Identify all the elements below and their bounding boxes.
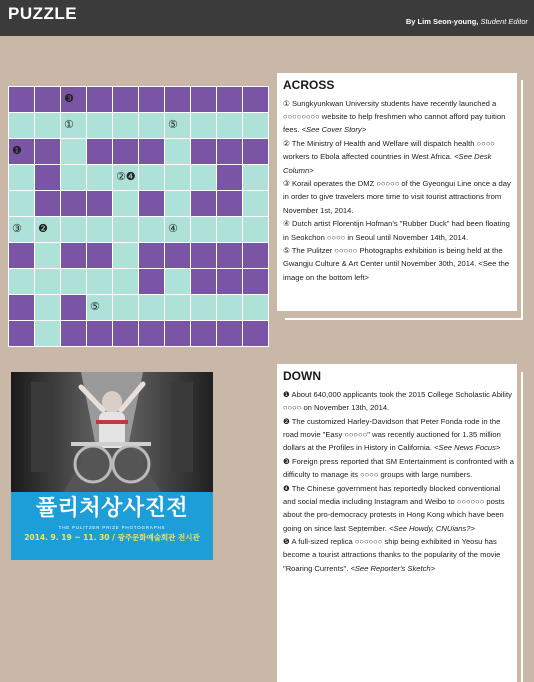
grid-cell-white xyxy=(243,113,268,138)
grid-cell-black xyxy=(139,191,164,216)
grid-cell-white xyxy=(113,243,138,268)
grid-cell-white xyxy=(165,191,190,216)
grid-cell-white xyxy=(61,139,86,164)
grid-cell-black xyxy=(139,139,164,164)
grid-cell-black xyxy=(243,87,268,112)
clue-number: ⑤ xyxy=(168,118,178,131)
grid-cell-black xyxy=(217,243,242,268)
clue-reference: <See Desk Column> xyxy=(283,152,492,175)
across-clue xyxy=(283,217,515,243)
clue-reference: <See News Focus> xyxy=(434,443,501,453)
clue-number: ③ xyxy=(12,222,22,235)
grid-cell-black xyxy=(191,321,216,346)
grid-cell-white xyxy=(165,269,190,294)
grid-cell-black xyxy=(87,139,112,164)
grid-cell-white xyxy=(61,269,86,294)
grid-cell-white xyxy=(243,217,268,242)
grid-cell-white xyxy=(217,217,242,242)
section-title: PUZZLE xyxy=(8,4,78,23)
grid-cell-black xyxy=(61,243,86,268)
grid-cell-white xyxy=(165,113,190,138)
clue-text: Dutch artist Florentijn Hofman's "Rubber Duck" had been floating in Seokchon ○○○○ in Seoul until November 14th, 2014. xyxy=(283,219,510,242)
grid-cell-white xyxy=(113,113,138,138)
grid-cell-black xyxy=(191,243,216,268)
grid-cell-black xyxy=(35,165,60,190)
down-clue xyxy=(283,535,515,575)
clue-number: ④ xyxy=(168,222,178,235)
poster-subtitle: THE PULITZER PRIZE PHOTOGRAPHS xyxy=(58,525,166,530)
clue-reference: <See Reporter's Sketch> xyxy=(350,563,436,573)
grid-cell-white xyxy=(35,321,60,346)
down-clue xyxy=(283,415,515,455)
grid-cell-white xyxy=(87,295,112,320)
grid-cell-white xyxy=(139,295,164,320)
clue-number: ②❹ xyxy=(116,170,136,183)
clue-marker: ❺ xyxy=(283,537,290,547)
grid-cell-white xyxy=(61,165,86,190)
clue-reference: <See Howdy, CNUians?> xyxy=(388,523,475,533)
grid-cell-white xyxy=(35,113,60,138)
grid-cell-white xyxy=(87,217,112,242)
grid-cell-black xyxy=(35,139,60,164)
down-clue xyxy=(283,482,515,535)
down-clue-list xyxy=(283,388,515,575)
clue-marker: ① xyxy=(283,99,290,108)
grid-cell-black xyxy=(139,269,164,294)
down-clue xyxy=(283,455,515,481)
clue-number: ⑤ xyxy=(90,300,100,313)
grid-cell-white xyxy=(165,139,190,164)
grid-cell-white xyxy=(9,191,34,216)
grid-cell-black xyxy=(61,295,86,320)
grid-cell-black xyxy=(9,243,34,268)
clue-number: ① xyxy=(64,118,74,131)
crossword-grid xyxy=(8,86,269,347)
grid-cell-black xyxy=(87,321,112,346)
grid-cell-black xyxy=(139,87,164,112)
clue-marker: ④ xyxy=(283,219,290,229)
grid-cell-black xyxy=(191,139,216,164)
grid-cell-black xyxy=(165,87,190,112)
byline-name: By Lim Seon-young, xyxy=(405,17,481,26)
grid-cell-black xyxy=(165,321,190,346)
grid-cell-white xyxy=(243,295,268,320)
across-clue xyxy=(283,97,515,137)
grid-cell-white xyxy=(139,217,164,242)
exhibition-poster xyxy=(11,372,213,560)
panel-corner-line xyxy=(285,318,523,320)
clue-number: ❷ xyxy=(38,222,48,235)
grid-cell-white xyxy=(113,295,138,320)
clue-marker: ❶ xyxy=(283,390,290,399)
clue-marker: ③ xyxy=(283,179,290,189)
grid-cell-white xyxy=(217,113,242,138)
grid-cell-black xyxy=(217,191,242,216)
panel-corner-line xyxy=(521,372,523,682)
clue-text: The Ministry of Health and Welfare will dispatch health ○○○○ workers to Ebola affected countries in West Africa. xyxy=(283,139,495,162)
grid-cell-black xyxy=(191,269,216,294)
grid-cell-white xyxy=(35,243,60,268)
grid-cell-black xyxy=(113,139,138,164)
clue-number: ❸ xyxy=(64,92,74,105)
across-clue-list xyxy=(283,97,515,284)
across-clue xyxy=(283,137,515,177)
grid-cell-white xyxy=(87,269,112,294)
clue-text: Sungkyunkwan University students have recently launched a ○○○○○○○○ website to help freshmen who cannot afford pay tuition fees. xyxy=(283,99,506,135)
clue-text: Korail operates the DMZ ○○○○○ of the Gyeongui Line once a day in order to give travelers more time to visit tourist attractions from November 1st, 2014. xyxy=(283,179,511,215)
grid-cell-white xyxy=(243,165,268,190)
grid-cell-white xyxy=(9,113,34,138)
grid-cell-black xyxy=(61,321,86,346)
grid-cell-black xyxy=(139,321,164,346)
grid-cell-black xyxy=(191,191,216,216)
across-clue xyxy=(283,244,515,284)
grid-cell-black xyxy=(191,87,216,112)
grid-cell-white xyxy=(139,113,164,138)
clue-marker: ❷ xyxy=(283,416,290,426)
grid-cell-white xyxy=(61,217,86,242)
grid-cell-white xyxy=(9,165,34,190)
grid-cell-white xyxy=(35,295,60,320)
grid-cell-black xyxy=(243,139,268,164)
grid-cell-black xyxy=(87,191,112,216)
grid-cell-white xyxy=(165,165,190,190)
clue-marker: ❸ xyxy=(283,457,290,467)
across-panel xyxy=(277,73,517,311)
grid-cell-black xyxy=(243,321,268,346)
grid-cell-black xyxy=(165,243,190,268)
clue-text: Foreign press reported that SM Entertainment is confronted with a difficulty to manage its ○○○○ groups with large numbers. xyxy=(283,457,514,480)
grid-cell-black xyxy=(217,269,242,294)
grid-cell-black xyxy=(9,87,34,112)
grid-cell-black xyxy=(9,139,34,164)
grid-cell-white xyxy=(87,165,112,190)
clue-marker: ❹ xyxy=(283,483,290,493)
grid-cell-white xyxy=(191,113,216,138)
across-clue xyxy=(283,177,515,217)
grid-cell-black xyxy=(61,191,86,216)
grid-cell-black xyxy=(139,243,164,268)
byline-role: Student Editor xyxy=(480,17,528,26)
grid-cell-white xyxy=(165,295,190,320)
clue-marker: ② xyxy=(283,139,290,149)
clue-number: ❶ xyxy=(12,144,22,157)
grid-cell-black xyxy=(243,243,268,268)
grid-cell-black xyxy=(113,87,138,112)
grid-cell-black xyxy=(217,87,242,112)
grid-cell-black xyxy=(9,321,34,346)
grid-cell-white xyxy=(165,217,190,242)
grid-cell-black xyxy=(87,243,112,268)
clue-text: The Chinese government has reportedly blocked conventional and social media including Instagram and Weibo to ○○○○○○ posts about the pro-democracy protests in Hong Kong which have been going on since last September. xyxy=(283,483,505,533)
poster-dates: 2014. 9. 19 ~ 11. 30 / 광주문화예술회관 전시관 xyxy=(24,533,200,542)
down-panel xyxy=(277,364,517,682)
across-heading: ACROSS xyxy=(283,78,335,92)
grid-cell-black xyxy=(217,165,242,190)
grid-cell-white xyxy=(113,191,138,216)
grid-cell-white xyxy=(35,217,60,242)
grid-cell-white xyxy=(217,295,242,320)
grid-cell-black xyxy=(87,87,112,112)
grid-cell-white xyxy=(191,295,216,320)
clue-reference: <See Cover Story> xyxy=(301,125,367,135)
grid-cell-white xyxy=(87,113,112,138)
clue-text: The Pulitzer ○○○○○ Photographs exhibition is being held at the Gwangju Culture & Art Center until November 30th, 2014. <See the image on the bottom left> xyxy=(283,246,510,282)
grid-cell-white xyxy=(243,191,268,216)
grid-cell-white xyxy=(9,269,34,294)
poster-title: 퓰리처상사진전 xyxy=(35,496,189,521)
grid-cell-white xyxy=(35,269,60,294)
grid-cell-white xyxy=(139,165,164,190)
clue-marker: ⑤ xyxy=(283,246,290,256)
clue-text: About 640,000 applicants took the 2015 College Scholastic Ability ○○○○ on November 13th, 2014. xyxy=(283,390,512,413)
poster-photo xyxy=(11,372,213,492)
down-clue xyxy=(283,388,515,414)
grid-cell-white xyxy=(9,217,34,242)
grid-cell-black xyxy=(217,139,242,164)
grid-cell-black xyxy=(217,321,242,346)
grid-cell-black xyxy=(9,295,34,320)
grid-cell-black xyxy=(35,87,60,112)
page-header xyxy=(0,0,534,36)
byline xyxy=(406,17,528,26)
grid-cell-white xyxy=(113,217,138,242)
grid-cell-white xyxy=(113,269,138,294)
grid-cell-white xyxy=(113,165,138,190)
grid-cell-black xyxy=(35,191,60,216)
grid-cell-white xyxy=(191,165,216,190)
grid-cell-black xyxy=(113,321,138,346)
clue-text: A full-sized replica ○○○○○○ ship being exhibited in Yeosu has become a tourist attractions thanks to the popularity of the movie "Roaring Currents". xyxy=(283,537,501,573)
clue-text: The customized Harley-Davidson that Peter Fonda rode in the road movie "Easy ○○○○○" was recently auctioned for 1.35 million dollars at the Profiles in History in California. xyxy=(283,416,501,453)
grid-cell-white xyxy=(61,113,86,138)
down-heading: DOWN xyxy=(283,369,321,383)
grid-cell-black xyxy=(61,87,86,112)
grid-cell-black xyxy=(243,269,268,294)
panel-corner-line xyxy=(521,80,523,320)
grid-cell-white xyxy=(191,217,216,242)
